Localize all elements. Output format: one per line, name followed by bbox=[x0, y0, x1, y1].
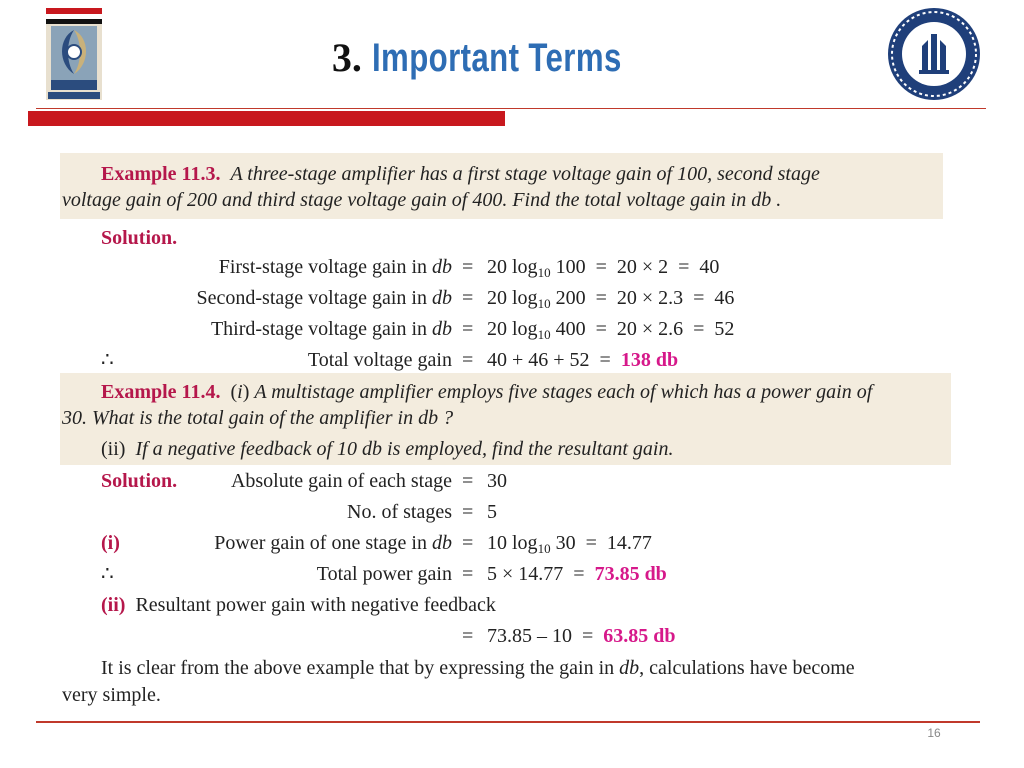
page-title bbox=[0, 32, 1024, 84]
college-seal bbox=[886, 6, 982, 102]
part-marker: (i) bbox=[101, 532, 120, 554]
example-11-4-label: Example 11.4. bbox=[101, 381, 221, 403]
conclusion-line1: It is clear from the above example that by expressing the gain in db, calculations have become bbox=[101, 657, 855, 679]
example-11-4-line1: Example 11.4. (i) A multistage amplifier employs five stages each of which has a power gain of bbox=[101, 381, 873, 403]
solution-label: Solution. bbox=[101, 227, 178, 249]
conclusion-line2: very simple. bbox=[62, 684, 161, 706]
example-11-4-line2: 30. What is the total gain of the amplifier in db ? bbox=[62, 407, 454, 429]
result-highlight: 138 db bbox=[620, 349, 679, 371]
part-marker: (ii) bbox=[101, 594, 126, 616]
title-number: 3. bbox=[331, 35, 362, 80]
therefore-symbol: ∴ bbox=[101, 349, 114, 371]
example-11-3-line2: voltage gain of 200 and third stage voltage gain of 400. Find the total voltage gain in db . bbox=[62, 189, 782, 211]
result-highlight: 73.85 db bbox=[594, 563, 667, 585]
resultant-row-label: (ii) Resultant power gain with negative feedback bbox=[101, 594, 496, 616]
example-11-3-label: Example 11.3. bbox=[101, 163, 221, 185]
title-text: Important Terms bbox=[371, 36, 622, 80]
page-number: 16 bbox=[927, 726, 941, 740]
example-11-4-line3: (ii) If a negative feedback of 10 db is employed, find the resultant gain. bbox=[101, 438, 674, 460]
therefore-symbol: ∴ bbox=[101, 563, 114, 585]
header-rule bbox=[36, 108, 986, 109]
result-highlight: 63.85 db bbox=[603, 625, 676, 647]
footer-rule bbox=[36, 721, 980, 723]
header-accent-bar bbox=[28, 111, 505, 126]
solution-label: Solution. bbox=[101, 470, 178, 492]
example-11-3-line1: Example 11.3. A three-stage amplifier has a first stage voltage gain of 100, second stage bbox=[101, 163, 820, 185]
